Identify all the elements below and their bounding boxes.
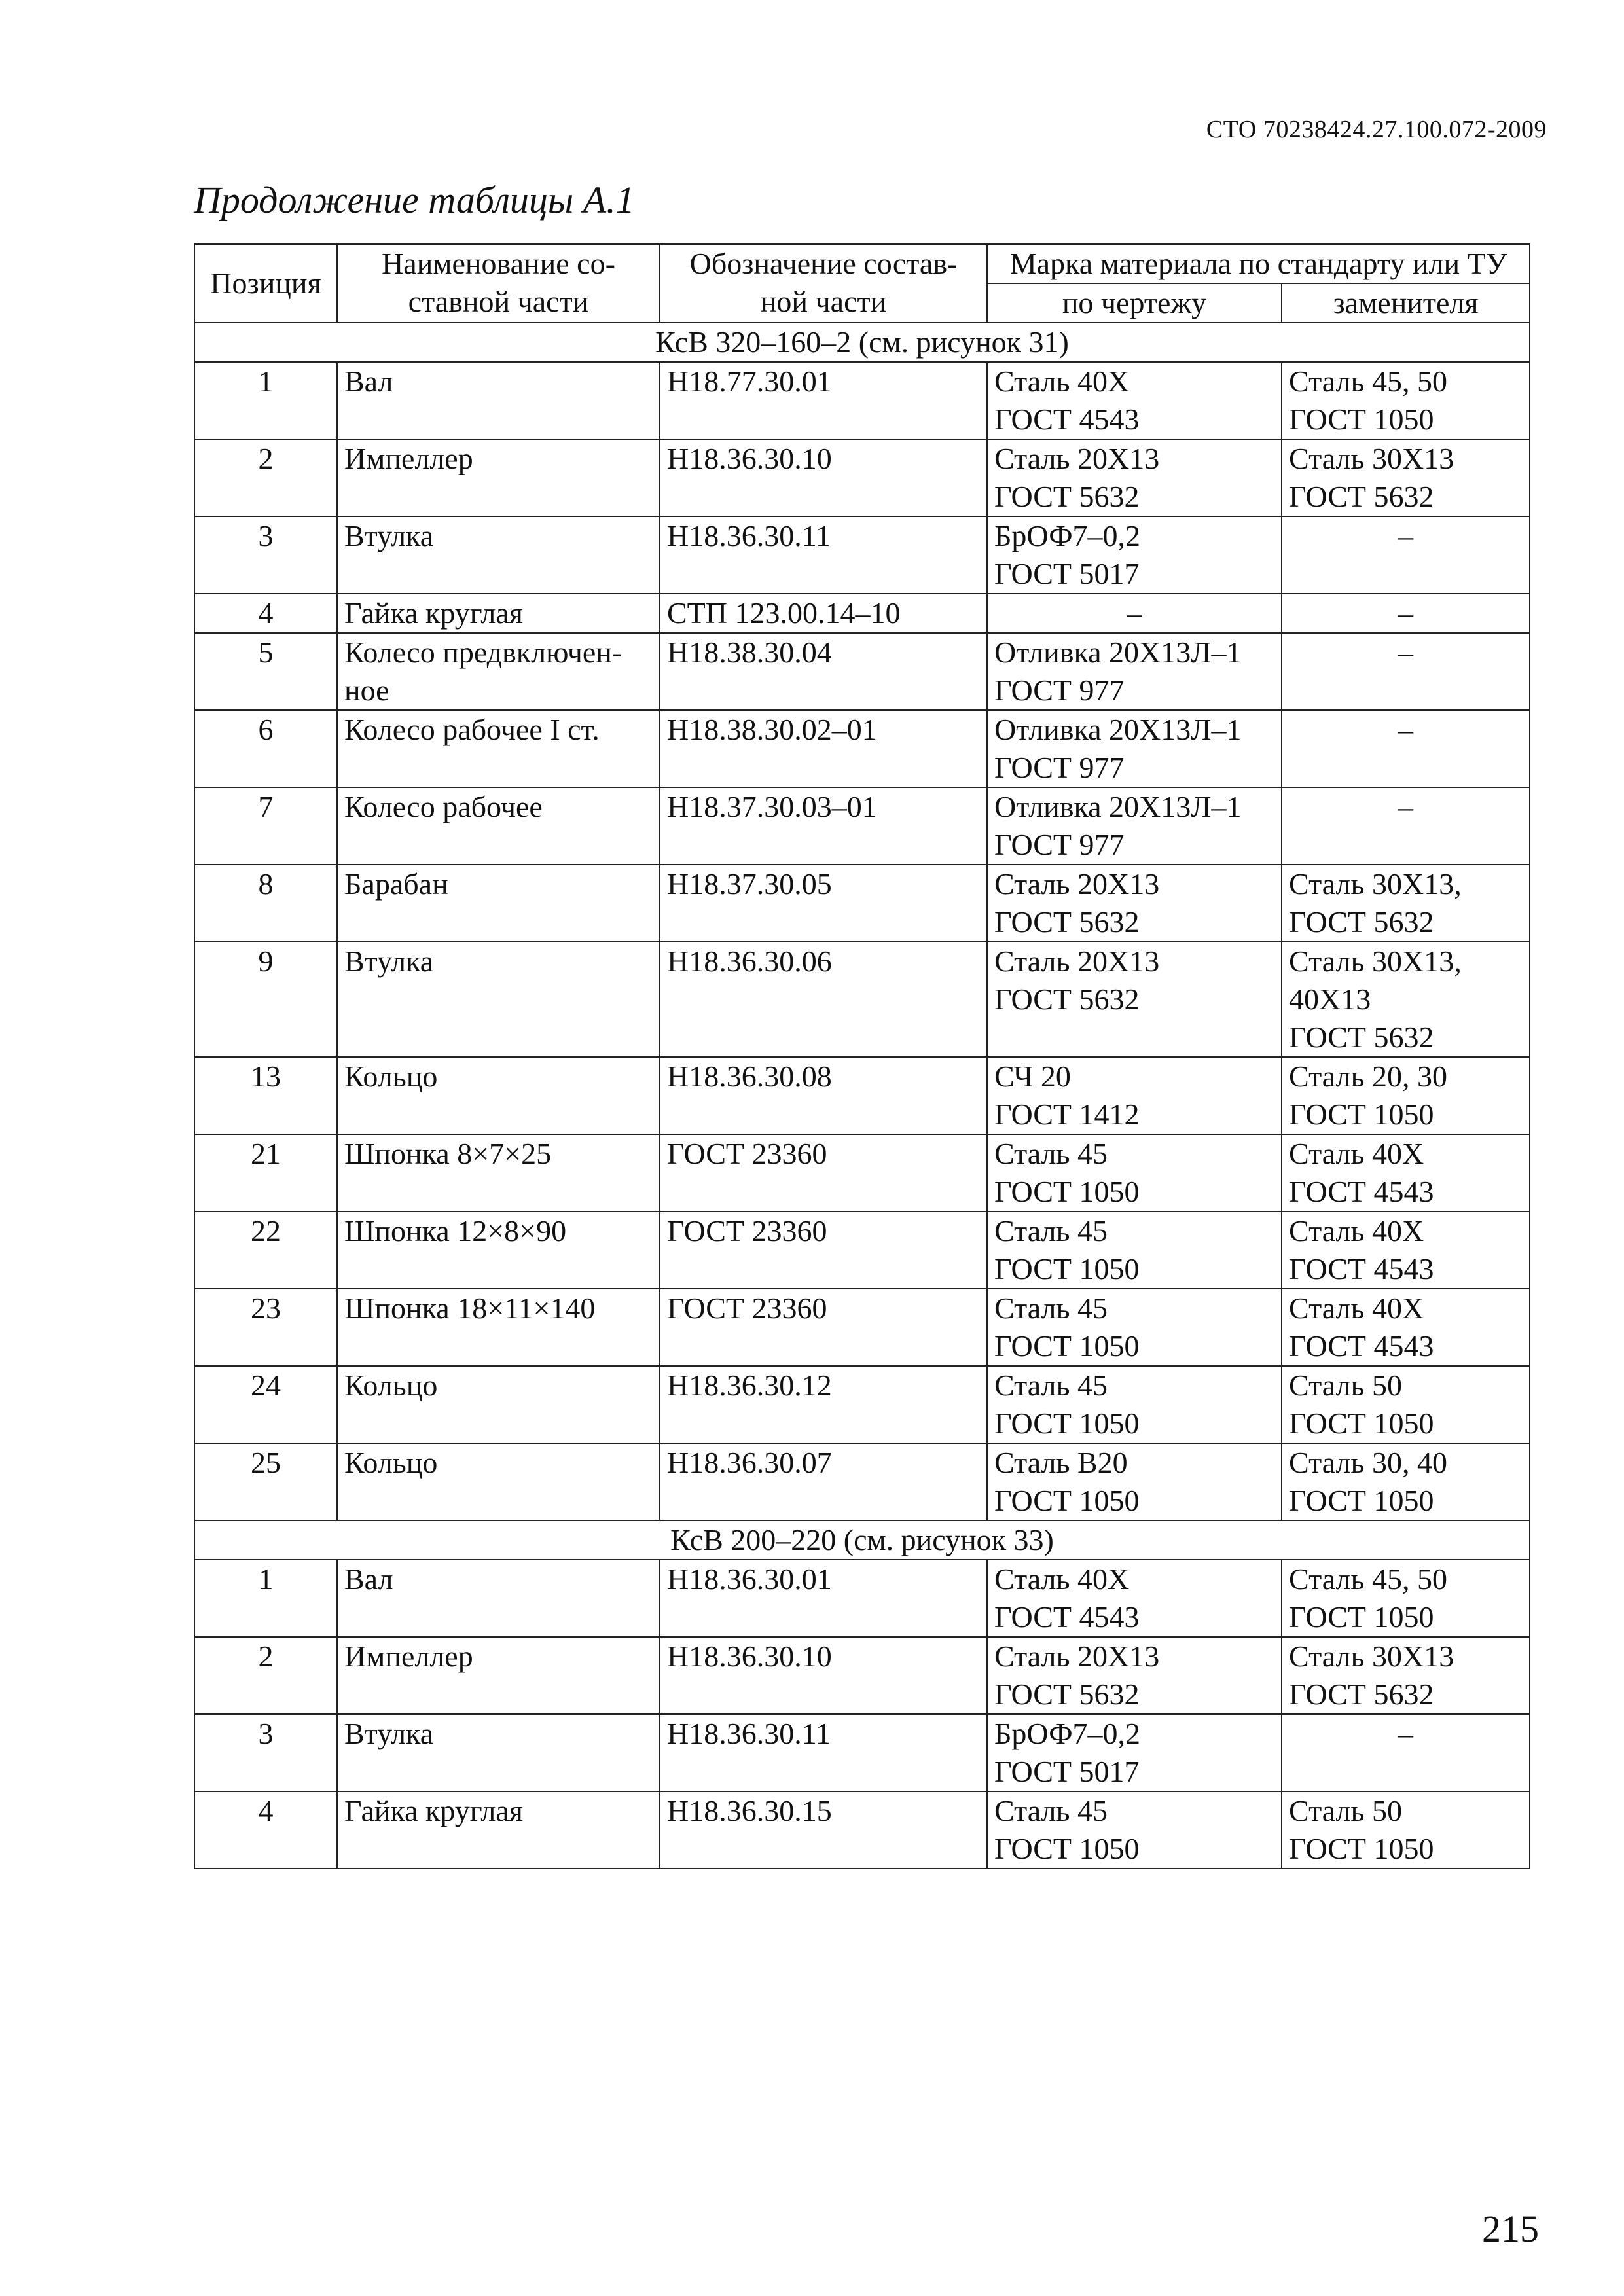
cell-position: 3	[194, 1714, 337, 1791]
section-title: КсВ 320–160–2 (см. рисунок 31)	[194, 323, 1530, 362]
cell-position: 21	[194, 1134, 337, 1211]
cell-material-line: Сталь В20	[994, 1446, 1128, 1479]
table-continuation-caption: Продолжение таблицы А.1	[194, 179, 635, 221]
cell-name-line: Колесо рабочее I ст.	[344, 713, 600, 746]
cell-substitute-line: –	[1398, 713, 1413, 746]
table-row	[194, 1714, 1530, 1791]
cell-substitute-line: ГОСТ 5632	[1289, 1677, 1434, 1711]
cell-material-line: ГОСТ 5632	[994, 1677, 1140, 1711]
table-row	[194, 1289, 1530, 1366]
cell-substitute-line: Сталь 40Х	[1289, 1137, 1424, 1170]
cell-position: 3	[194, 516, 337, 594]
cell-name-line: Втулка	[344, 944, 434, 978]
cell-substitute	[1282, 1057, 1530, 1134]
cell-material	[987, 1211, 1282, 1289]
cell-material	[987, 516, 1282, 594]
cell-material-line: ГОСТ 1050	[994, 1329, 1140, 1363]
cell-name	[337, 1714, 660, 1791]
cell-material-line: Сталь 45	[994, 1291, 1108, 1325]
cell-designation: Н18.36.30.11	[660, 1714, 987, 1791]
cell-substitute-line: –	[1398, 519, 1413, 552]
cell-designation: Н18.38.30.04	[660, 633, 987, 710]
cell-material	[987, 865, 1282, 942]
cell-name-line: Импеллер	[344, 442, 473, 475]
cell-material-line: СЧ 20	[994, 1060, 1071, 1093]
cell-designation: ГОСТ 23360	[660, 1134, 987, 1211]
cell-name-line: Шпонка 18×11×140	[344, 1291, 596, 1325]
cell-material	[987, 1134, 1282, 1211]
cell-material-line: Сталь 20Х13	[994, 867, 1160, 901]
cell-designation: Н18.36.30.06	[660, 942, 987, 1057]
cell-substitute	[1282, 1211, 1530, 1289]
cell-material-line: Сталь 40Х	[994, 365, 1130, 398]
cell-name-line: Втулка	[344, 519, 434, 552]
cell-material-line: ГОСТ 977	[994, 828, 1125, 861]
cell-material	[987, 1366, 1282, 1443]
cell-material-line: ГОСТ 5632	[994, 480, 1140, 513]
cell-substitute	[1282, 516, 1530, 594]
cell-name	[337, 1211, 660, 1289]
cell-name	[337, 865, 660, 942]
cell-position: 23	[194, 1289, 337, 1366]
cell-position: 4	[194, 594, 337, 633]
cell-name	[337, 439, 660, 516]
cell-name-line: Кольцо	[344, 1446, 438, 1479]
cell-designation: Н18.36.30.07	[660, 1443, 987, 1520]
cell-substitute	[1282, 362, 1530, 439]
table-row	[194, 1366, 1530, 1443]
section-row	[194, 323, 1530, 362]
cell-position: 9	[194, 942, 337, 1057]
cell-material	[987, 1560, 1282, 1637]
cell-material-line: ГОСТ 1050	[994, 1407, 1140, 1440]
cell-material	[987, 439, 1282, 516]
cell-material-line: Отливка 20Х13Л–1	[994, 713, 1242, 746]
cell-substitute-line: –	[1398, 596, 1413, 630]
cell-substitute-line: ГОСТ 1050	[1289, 1832, 1434, 1865]
section-row	[194, 1520, 1530, 1560]
cell-substitute-line: Сталь 30Х13,	[1289, 944, 1462, 978]
cell-name	[337, 594, 660, 633]
cell-name-line: Шпонка 8×7×25	[344, 1137, 552, 1170]
cell-substitute-line: ГОСТ 4543	[1289, 1252, 1434, 1285]
cell-name-line: Кольцо	[344, 1369, 438, 1402]
cell-material	[987, 1289, 1282, 1366]
section-title: КсВ 200–220 (см. рисунок 33)	[194, 1520, 1530, 1560]
table-row	[194, 865, 1530, 942]
cell-position: 5	[194, 633, 337, 710]
cell-name-line: Кольцо	[344, 1060, 438, 1093]
header-name	[337, 244, 660, 323]
cell-name	[337, 942, 660, 1057]
cell-substitute-line: ГОСТ 4543	[1289, 1329, 1434, 1363]
cell-substitute	[1282, 439, 1530, 516]
cell-material	[987, 787, 1282, 865]
cell-substitute	[1282, 1443, 1530, 1520]
cell-substitute	[1282, 865, 1530, 942]
cell-material-line: Сталь 45	[994, 1794, 1108, 1827]
header-designation-line: ной части	[760, 285, 887, 318]
cell-material-line: БрОФ7–0,2	[994, 1717, 1141, 1750]
cell-material	[987, 633, 1282, 710]
cell-name	[337, 516, 660, 594]
cell-designation: Н18.37.30.05	[660, 865, 987, 942]
cell-name-line: Втулка	[344, 1717, 434, 1750]
cell-material	[987, 1637, 1282, 1714]
cell-designation: Н18.36.30.01	[660, 1560, 987, 1637]
cell-material	[987, 1057, 1282, 1134]
header-designation-line: Обозначение состав-	[689, 247, 958, 280]
cell-position: 2	[194, 1637, 337, 1714]
cell-material-line: ГОСТ 1050	[994, 1175, 1140, 1208]
cell-substitute-line: Сталь 45, 50	[1289, 365, 1447, 398]
cell-name	[337, 1637, 660, 1714]
cell-name	[337, 1366, 660, 1443]
cell-substitute	[1282, 594, 1530, 633]
cell-material	[987, 1791, 1282, 1869]
cell-material-line: ГОСТ 5632	[994, 905, 1140, 939]
cell-designation: Н18.36.30.10	[660, 1637, 987, 1714]
cell-substitute-line: –	[1398, 790, 1413, 823]
table-row	[194, 362, 1530, 439]
cell-substitute-line: Сталь 45, 50	[1289, 1562, 1447, 1596]
table-row	[194, 1134, 1530, 1211]
cell-material-line: ГОСТ 977	[994, 673, 1125, 707]
cell-substitute	[1282, 1366, 1530, 1443]
cell-material	[987, 1714, 1282, 1791]
cell-material	[987, 1443, 1282, 1520]
cell-material-line: ГОСТ 4543	[994, 403, 1140, 436]
cell-designation: Н18.36.30.10	[660, 439, 987, 516]
cell-substitute	[1282, 1289, 1530, 1366]
cell-designation: Н18.36.30.15	[660, 1791, 987, 1869]
cell-substitute-line: ГОСТ 1050	[1289, 403, 1434, 436]
cell-material-line: ГОСТ 1050	[994, 1832, 1140, 1865]
cell-substitute	[1282, 1560, 1530, 1637]
table-row	[194, 1057, 1530, 1134]
cell-position: 8	[194, 865, 337, 942]
cell-name	[337, 1443, 660, 1520]
cell-material-line: Отливка 20Х13Л–1	[994, 636, 1242, 669]
cell-material-line: –	[1127, 596, 1142, 630]
header-material: Марка материала по стандарту или ТУ	[987, 244, 1530, 283]
table-row	[194, 1637, 1530, 1714]
table-row	[194, 516, 1530, 594]
cell-substitute-line: Сталь 30Х13	[1289, 1640, 1454, 1673]
cell-material-line: Сталь 40Х	[994, 1562, 1130, 1596]
materials-table	[194, 243, 1530, 1869]
cell-material-line: ГОСТ 5017	[994, 1755, 1140, 1788]
cell-name-line: ное	[344, 673, 389, 707]
cell-material	[987, 710, 1282, 787]
cell-name-line: Гайка круглая	[344, 1794, 523, 1827]
table-row	[194, 1211, 1530, 1289]
table-row	[194, 439, 1530, 516]
cell-material-line: ГОСТ 1050	[994, 1484, 1140, 1517]
cell-name	[337, 1560, 660, 1637]
cell-name-line: Вал	[344, 1562, 393, 1596]
header-designation	[660, 244, 987, 323]
cell-material-line: Сталь 20Х13	[994, 944, 1160, 978]
cell-material-line: ГОСТ 1050	[994, 1252, 1140, 1285]
cell-substitute	[1282, 942, 1530, 1057]
cell-name	[337, 1134, 660, 1211]
cell-material-line: ГОСТ 4543	[994, 1600, 1140, 1634]
header-substitute: заменителя	[1282, 283, 1530, 323]
cell-substitute-line: ГОСТ 5632	[1289, 905, 1434, 939]
cell-position: 2	[194, 439, 337, 516]
cell-name	[337, 633, 660, 710]
table-row	[194, 594, 1530, 633]
cell-position: 4	[194, 1791, 337, 1869]
table-row	[194, 787, 1530, 865]
cell-material-line: Сталь 20Х13	[994, 1640, 1160, 1673]
cell-position: 1	[194, 1560, 337, 1637]
table-row	[194, 633, 1530, 710]
cell-material-line: ГОСТ 5632	[994, 982, 1140, 1016]
cell-name-line: Импеллер	[344, 1640, 473, 1673]
cell-material-line: ГОСТ 1412	[994, 1098, 1140, 1131]
cell-name-line: Барабан	[344, 867, 448, 901]
cell-name	[337, 1791, 660, 1869]
page-number: 215	[1482, 2208, 1539, 2250]
header-by-drawing: по чертежу	[987, 283, 1282, 323]
cell-designation: Н18.77.30.01	[660, 362, 987, 439]
cell-position: 25	[194, 1443, 337, 1520]
cell-substitute	[1282, 633, 1530, 710]
cell-material-line: БрОФ7–0,2	[994, 519, 1141, 552]
cell-name-line: Шпонка 12×8×90	[344, 1214, 567, 1247]
cell-name	[337, 1057, 660, 1134]
cell-designation: Н18.36.30.12	[660, 1366, 987, 1443]
header-name-line: ставной части	[408, 285, 589, 318]
cell-position: 22	[194, 1211, 337, 1289]
cell-material-line: Сталь 20Х13	[994, 442, 1160, 475]
cell-position: 6	[194, 710, 337, 787]
cell-substitute-line: Сталь 40Х	[1289, 1214, 1424, 1247]
cell-substitute-line: ГОСТ 1050	[1289, 1407, 1434, 1440]
cell-substitute-line: ГОСТ 5632	[1289, 480, 1434, 513]
cell-substitute-line: ГОСТ 1050	[1289, 1098, 1434, 1131]
cell-designation: Н18.38.30.02–01	[660, 710, 987, 787]
cell-designation: ГОСТ 23360	[660, 1211, 987, 1289]
cell-material-line: Отливка 20Х13Л–1	[994, 790, 1242, 823]
cell-designation: СТП 123.00.14–10	[660, 594, 987, 633]
cell-substitute	[1282, 787, 1530, 865]
cell-name-line: Колесо рабочее	[344, 790, 543, 823]
cell-substitute-line: Сталь 50	[1289, 1794, 1402, 1827]
table-row	[194, 710, 1530, 787]
cell-material-line: ГОСТ 977	[994, 751, 1125, 784]
table-row	[194, 1560, 1530, 1637]
cell-substitute-line: Сталь 50	[1289, 1369, 1402, 1402]
header-position: Позиция	[194, 244, 337, 323]
cell-substitute-line: –	[1398, 636, 1413, 669]
cell-position: 1	[194, 362, 337, 439]
cell-name	[337, 787, 660, 865]
cell-substitute	[1282, 1791, 1530, 1869]
cell-position: 13	[194, 1057, 337, 1134]
cell-substitute	[1282, 1134, 1530, 1211]
table-row	[194, 1443, 1530, 1520]
cell-substitute-line: 40Х13	[1289, 982, 1371, 1016]
cell-substitute-line: Сталь 30, 40	[1289, 1446, 1447, 1479]
cell-substitute-line: ГОСТ 4543	[1289, 1175, 1434, 1208]
cell-material	[987, 362, 1282, 439]
cell-material-line: Сталь 45	[994, 1214, 1108, 1247]
cell-designation: Н18.36.30.11	[660, 516, 987, 594]
cell-designation: ГОСТ 23360	[660, 1289, 987, 1366]
cell-substitute-line: Сталь 20, 30	[1289, 1060, 1447, 1093]
cell-substitute-line: ГОСТ 5632	[1289, 1020, 1434, 1054]
cell-substitute-line: –	[1398, 1717, 1413, 1750]
cell-name	[337, 1289, 660, 1366]
cell-substitute-line: Сталь 30Х13,	[1289, 867, 1462, 901]
table-body	[194, 323, 1530, 1869]
cell-name-line: Колесо предвключен-	[344, 636, 623, 669]
cell-name-line: Гайка круглая	[344, 596, 523, 630]
table-row	[194, 1791, 1530, 1869]
cell-position: 7	[194, 787, 337, 865]
cell-material-line: ГОСТ 5017	[994, 557, 1140, 590]
cell-substitute-line: ГОСТ 1050	[1289, 1484, 1434, 1517]
cell-material	[987, 594, 1282, 633]
header-name-line: Наименование со-	[382, 247, 615, 280]
cell-position: 24	[194, 1366, 337, 1443]
cell-substitute-line: ГОСТ 1050	[1289, 1600, 1434, 1634]
cell-substitute-line: Сталь 40Х	[1289, 1291, 1424, 1325]
document-code: СТО 70238424.27.100.072-2009	[1206, 116, 1547, 143]
cell-designation: Н18.37.30.03–01	[660, 787, 987, 865]
cell-material-line: Сталь 45	[994, 1137, 1108, 1170]
cell-substitute-line: Сталь 30Х13	[1289, 442, 1454, 475]
table-row	[194, 942, 1530, 1057]
cell-material	[987, 942, 1282, 1057]
cell-designation: Н18.36.30.08	[660, 1057, 987, 1134]
cell-substitute	[1282, 1714, 1530, 1791]
cell-substitute	[1282, 710, 1530, 787]
cell-substitute	[1282, 1637, 1530, 1714]
cell-name-line: Вал	[344, 365, 393, 398]
cell-name	[337, 362, 660, 439]
cell-name	[337, 710, 660, 787]
cell-material-line: Сталь 45	[994, 1369, 1108, 1402]
